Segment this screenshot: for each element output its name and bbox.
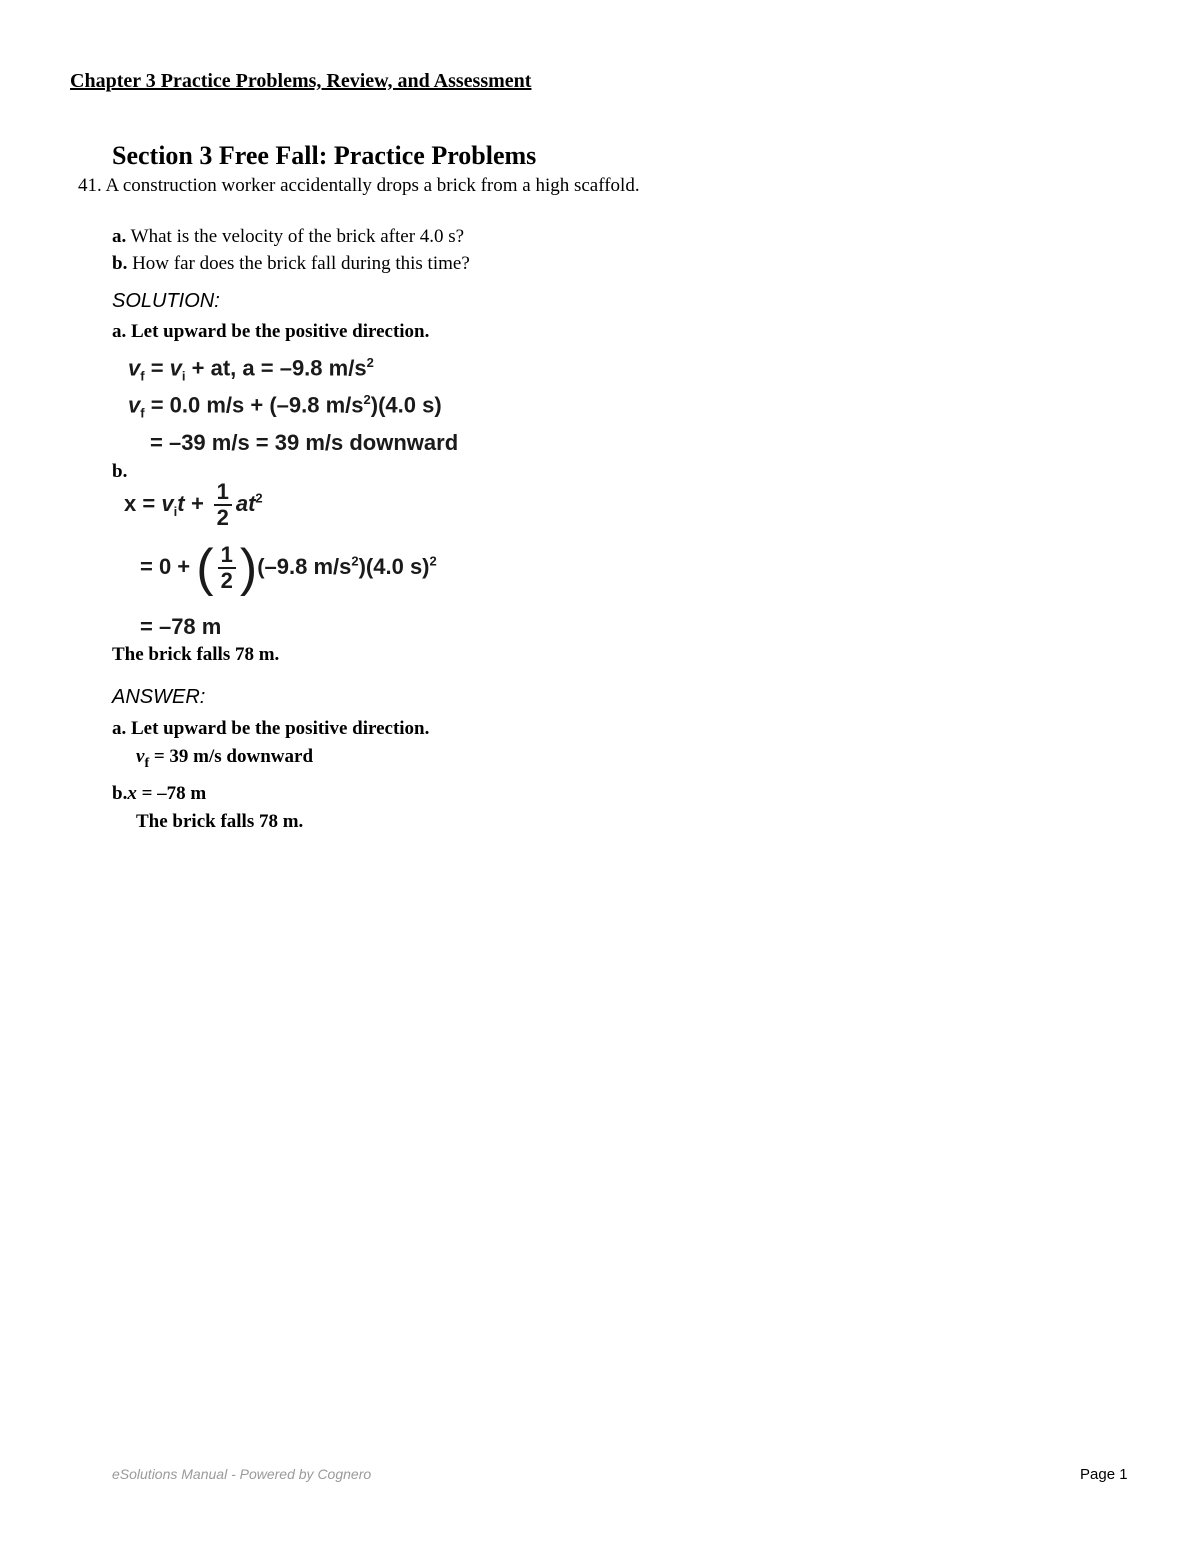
section-title: Section 3 Free Fall: Practice Problems (112, 141, 537, 170)
fraction: $\frac{1}{2}$ (218, 543, 236, 593)
chapter-title: Chapter 3 Practice Problems, Review, and Assessment (70, 70, 532, 92)
solution-equation-6: = –78 m (140, 614, 222, 639)
fraction: $\frac{1}{2}$ (214, 480, 232, 530)
solution-part-a-intro: a. Let upward be the positive direction. (112, 321, 430, 342)
question-body: A construction worker accidentally drops a brick from a high scaffold. (105, 175, 640, 196)
part-text: How far does the brick fall during this time? (132, 253, 470, 274)
part-letter: b. (112, 253, 128, 274)
answer-label: ANSWER: (112, 686, 206, 708)
part-letter: a. (112, 226, 127, 247)
solution-equation-4: $x = v_it$ + $\frac{1}{2}$ $at^2$ (124, 479, 263, 530)
answer-part-a-intro: a. Let upward be the positive direction. (112, 718, 430, 739)
answer-part-a-value: $v_f = 39$ m/s downward (136, 746, 314, 771)
solution-equation-2: $v_f = 0.0$ m/s + (–9.8 $m/s^2)(4.0$ s) (128, 392, 442, 421)
question-text (78, 175, 640, 197)
solution-equation-1: $v_f = v_i$ + at, a = –9.8 $m/s^2$ (128, 355, 374, 384)
solution-label: SOLUTION: (112, 290, 220, 312)
footer-credit: eSolutions Manual - Powered by Cognero (112, 1466, 372, 1482)
question-number: 41. (78, 175, 102, 196)
solution-part-b-label: b. (112, 461, 128, 482)
solution-equation-5: = 0 + ( $\frac{1}{2}$ ) (–9.8 $m/s^2)(4.0$ s)$^2$ (140, 539, 437, 597)
paren-fraction: ( $\frac{1}{2}$ ) (196, 539, 258, 597)
solution-conclusion: The brick falls 78 m. (112, 644, 280, 665)
question-part-a (112, 226, 464, 248)
answer-part-b-value: b.x = –78 m (112, 783, 207, 804)
solution-equation-3: = –39 m/s = 39 m/s downward (150, 430, 459, 455)
page-number: Page 1 (1080, 1466, 1128, 1483)
part-text: What is the velocity of the brick after 4.0 s? (130, 226, 465, 247)
question-part-b (112, 253, 470, 275)
answer-conclusion: The brick falls 78 m. (136, 811, 304, 832)
